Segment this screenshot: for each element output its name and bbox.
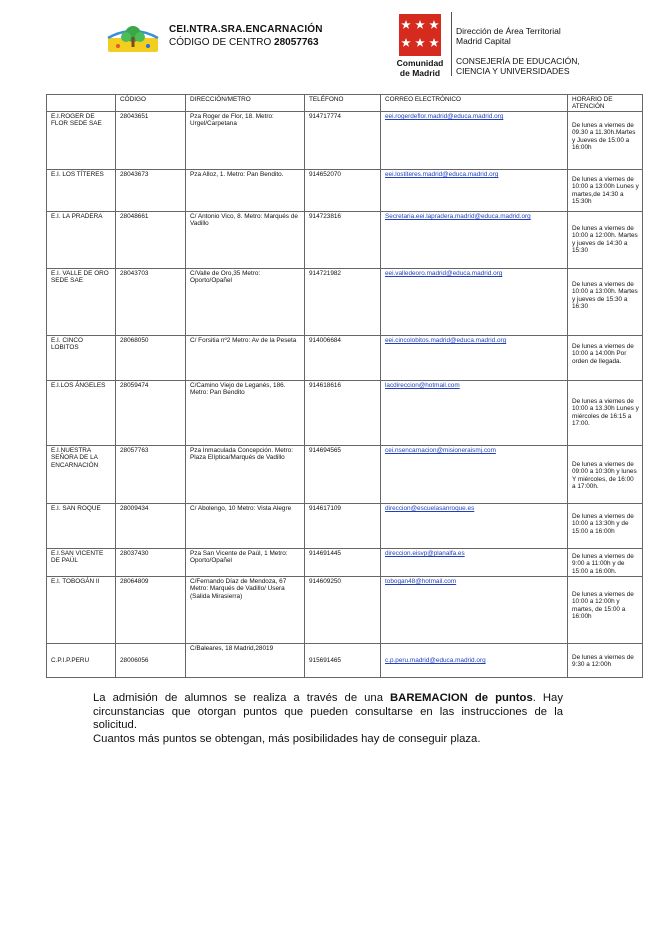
- school-email-link[interactable]: eei.rogerdeflor.madrid@educa.madrid.org: [381, 112, 568, 170]
- table-header-row: [47, 95, 643, 112]
- school-hours-cell: [568, 446, 643, 504]
- table-row: [47, 381, 643, 446]
- school-logo-image: [104, 22, 162, 54]
- consejeria-line-2: CIENCIA Y UNIVERSIDADES: [456, 66, 570, 76]
- school-hours-cell: [568, 549, 643, 577]
- school-name-cell: E.I.NUESTRA SEÑORA DE LA ENCARNACIÓN: [47, 446, 116, 504]
- school-phone-cell: 914006684: [305, 336, 381, 381]
- madrid-line-2: de Madrid: [399, 68, 441, 78]
- comunidad-madrid-name: [394, 58, 446, 78]
- table-row: [47, 504, 643, 549]
- school-name-cell: C.P.I.P.PERU: [47, 644, 116, 678]
- school-hours-cell: [568, 504, 643, 549]
- school-hours-cell: [568, 112, 643, 170]
- dat-line-2: Madrid Capital: [456, 36, 511, 46]
- school-hours-text: De lunes a viernes de 10:00 a 14:00h Por orden de llegada.: [572, 343, 634, 365]
- school-code-cell: 28009434: [116, 504, 186, 549]
- school-code-cell: 28043673: [116, 170, 186, 212]
- school-address-cell: C/Valle de Oro,35 Metro: Oporto/Opañel: [186, 269, 305, 336]
- school-code-cell: 28043651: [116, 112, 186, 170]
- school-phone-cell: 914618616: [305, 381, 381, 446]
- schools-table: [46, 94, 643, 678]
- school-address-cell: Pza San Vicente de Paúl, 1 Metro: Oporto/Opañel: [186, 549, 305, 577]
- school-code-label: CÓDIGO DE CENTRO: [169, 37, 272, 48]
- header-cell-hours: HORARIO DE ATENCIÓN: [568, 95, 643, 112]
- school-email-link[interactable]: direccion.eisvp@planalfa.es: [381, 549, 568, 577]
- school-address-cell: C/Baleares, 18 Madrid,28019: [186, 644, 305, 678]
- school-hours-text: De lunes a viernes de 10:00 a 13:30h y de 15:00 a 16:00h: [572, 513, 634, 535]
- school-phone-cell: 914717774: [305, 112, 381, 170]
- header-cell-name: [47, 95, 116, 112]
- school-code-cell: 28006056: [116, 644, 186, 678]
- school-email-link[interactable]: eei.cincolobitos.madrid@educa.madrid.org: [381, 336, 568, 381]
- school-hours-cell: [568, 269, 643, 336]
- school-hours-cell: [568, 336, 643, 381]
- school-name-cell: E.I.SAN VICENTE DE PAÚL: [47, 549, 116, 577]
- school-code-cell: 28059474: [116, 381, 186, 446]
- school-name-cell: E.I. SAN ROQUE: [47, 504, 116, 549]
- school-address-cell: Pza Alloz, 1. Metro: Pan Bendito.: [186, 170, 305, 212]
- school-code-cell: 28064809: [116, 577, 186, 644]
- header-cell-address: DIRECCIÓN/METRO: [186, 95, 305, 112]
- madrid-line-1: Comunidad: [396, 58, 444, 68]
- school-address-cell: C/Camino Viejo de Leganés, 186. Metro: Pan Bendito: [186, 381, 305, 446]
- school-hours-text: De lunes a viernes de 10:00 a 12:00h y martes, de 15:00 a 16:00h: [572, 591, 634, 620]
- school-hours-text: De lunes a viernes de 10:00 a 13:00h Lunes y martes,de 14:30 a 15:30h: [572, 176, 639, 205]
- header-cell-phone: TELÉFONO: [305, 95, 381, 112]
- school-email-link[interactable]: Secretaria.eei.lapradera.madrid@educa.madrid.org: [381, 212, 568, 269]
- school-code-cell: 28057763: [116, 446, 186, 504]
- school-phone-cell: 914652070: [305, 170, 381, 212]
- school-hours-text: De lunes a viernes de 09:00 a 10:30h y lunes Y miércoles, de 16:00 a 17:00h.: [572, 461, 637, 490]
- admission-text-after: . Hay circunstancias que otorgan puntos que pueden consultarse en las instrucciones de la solicitud.: [93, 692, 563, 732]
- school-name-cell: E.I.ROGER DE FLOR SEDE SAE: [47, 112, 116, 170]
- school-code-cell: 28037430: [116, 549, 186, 577]
- admission-info: [93, 692, 563, 746]
- school-email-link[interactable]: eei.lostiteres.madrid@educa.madrid.org: [381, 170, 568, 212]
- table-row: [47, 112, 643, 170]
- school-email-link[interactable]: lacdireccion@hotmail.com: [381, 381, 568, 446]
- admission-text-bold: BAREMACION de puntos: [390, 692, 533, 704]
- school-address-cell: C/ Forsitia nº2 Metro: Av de la Peseta: [186, 336, 305, 381]
- school-phone-cell: 914691445: [305, 549, 381, 577]
- school-hours-text: De lunes a viernes de 9:30 a 12:00h: [572, 653, 634, 668]
- school-email-link[interactable]: tobogan48@hotmail.com: [381, 577, 568, 644]
- table-row: [47, 577, 643, 644]
- school-hours-text: De lunes a viernes de 10:00 a 12:00h. Martes y jueves de 14:30 a 15:30: [572, 225, 638, 254]
- school-hours-cell: [568, 212, 643, 269]
- table-row: [47, 170, 643, 212]
- dat-line-1: Dirección de Área Territorial: [456, 26, 561, 36]
- school-name-cell: E.I. LOS TÍTERES: [47, 170, 116, 212]
- school-hours-text: De lunes a viernes de 10:00 a 13.30h Lunes y miércoles de 16:15 a 17:00.: [572, 398, 639, 427]
- table-row: [47, 269, 643, 336]
- dat-block: [456, 26, 561, 46]
- school-address-cell: C/Fernando Díaz de Mendoza, 67 Metro: Marqués de Vadillo/ Usera (Salida Mirasierra): [186, 577, 305, 644]
- school-hours-cell: [568, 381, 643, 446]
- school-phone-cell: 914723816: [305, 212, 381, 269]
- school-name: CEI.NTRA.SRA.ENCARNACIÓN: [169, 24, 323, 35]
- header-divider: [451, 12, 452, 76]
- school-code: 28057763: [274, 37, 319, 48]
- school-email-link[interactable]: eei.valledeoro.madrid@educa.madrid.org: [381, 269, 568, 336]
- school-phone-cell: 915691465: [305, 644, 381, 678]
- school-address-cell: C/ Antonio Vico, 8. Metro: Marqués de Vadillo: [186, 212, 305, 269]
- school-phone-cell: 914721982: [305, 269, 381, 336]
- school-address-cell: C/ Abolengo, 10 Metro: Vista Alegre: [186, 504, 305, 549]
- table-row: [47, 549, 643, 577]
- school-address-cell: Pza Roger de Flor, 18. Metro: Urgel/Carpetana: [186, 112, 305, 170]
- header-cell-email: CORREO ELECTRÓNICO: [381, 95, 568, 112]
- table-row: [47, 212, 643, 269]
- school-phone-cell: 914609250: [305, 577, 381, 644]
- table-row: [47, 336, 643, 381]
- admission-paragraph-1: [93, 692, 563, 733]
- consejeria-block: [456, 56, 580, 76]
- school-hours-cell: [568, 577, 643, 644]
- admission-paragraph-2: Cuantos más puntos se obtengan, más posibilidades hay de conseguir plaza.: [93, 732, 481, 745]
- school-phone-cell: 914694565: [305, 446, 381, 504]
- school-hours-text: De lunes a viernes de 09.30 a 11.30h.Martes y Jueves de 15:00 a 16:00h: [572, 122, 636, 151]
- school-code-cell: 28043703: [116, 269, 186, 336]
- school-code-line: [169, 37, 319, 48]
- school-email-link[interactable]: cei.nsencarnacion@misioneraismj.com: [381, 446, 568, 504]
- school-name-cell: E.I. LA PRADERA: [47, 212, 116, 269]
- school-hours-cell: [568, 170, 643, 212]
- consejeria-line-1: CONSEJERÍA DE EDUCACIÓN,: [456, 56, 580, 66]
- school-email-link[interactable]: direccion@escuelasanroque.es: [381, 504, 568, 549]
- school-hours-text: De lunes a viernes de 9:00 a 11:00h y de 15:00 a 16:00h.: [572, 553, 634, 575]
- school-address-cell: Pza Inmaculada Concepción. Metro: Plaza Elíptica/Marqués de Vadillo: [186, 446, 305, 504]
- school-phone-cell: 914617109: [305, 504, 381, 549]
- school-name-cell: E.I. VALLE DE ORO SEDE SAE: [47, 269, 116, 336]
- school-code-cell: 28048661: [116, 212, 186, 269]
- table-row: [47, 446, 643, 504]
- header-cell-code: CÓDIGO: [116, 95, 186, 112]
- school-email-link[interactable]: c.p.peru.madrid@educa.madrid.org: [381, 644, 568, 678]
- comunidad-madrid-stars-icon: [399, 14, 441, 56]
- school-name-cell: E.I. CINCO LOBITOS: [47, 336, 116, 381]
- admission-text-before: La admisión de alumnos se realiza a través de una: [93, 692, 391, 704]
- school-hours-cell: [568, 644, 643, 678]
- school-name-cell: E.I. TOBOGÁN II: [47, 577, 116, 644]
- school-name-cell: E.I.LOS ÁNGELES: [47, 381, 116, 446]
- school-code-cell: 28068050: [116, 336, 186, 381]
- table-row: [47, 644, 643, 678]
- school-hours-text: De lunes a viernes de 10:00 a 13:00h. Martes y jueves de 15:30 a 16:30: [572, 281, 638, 310]
